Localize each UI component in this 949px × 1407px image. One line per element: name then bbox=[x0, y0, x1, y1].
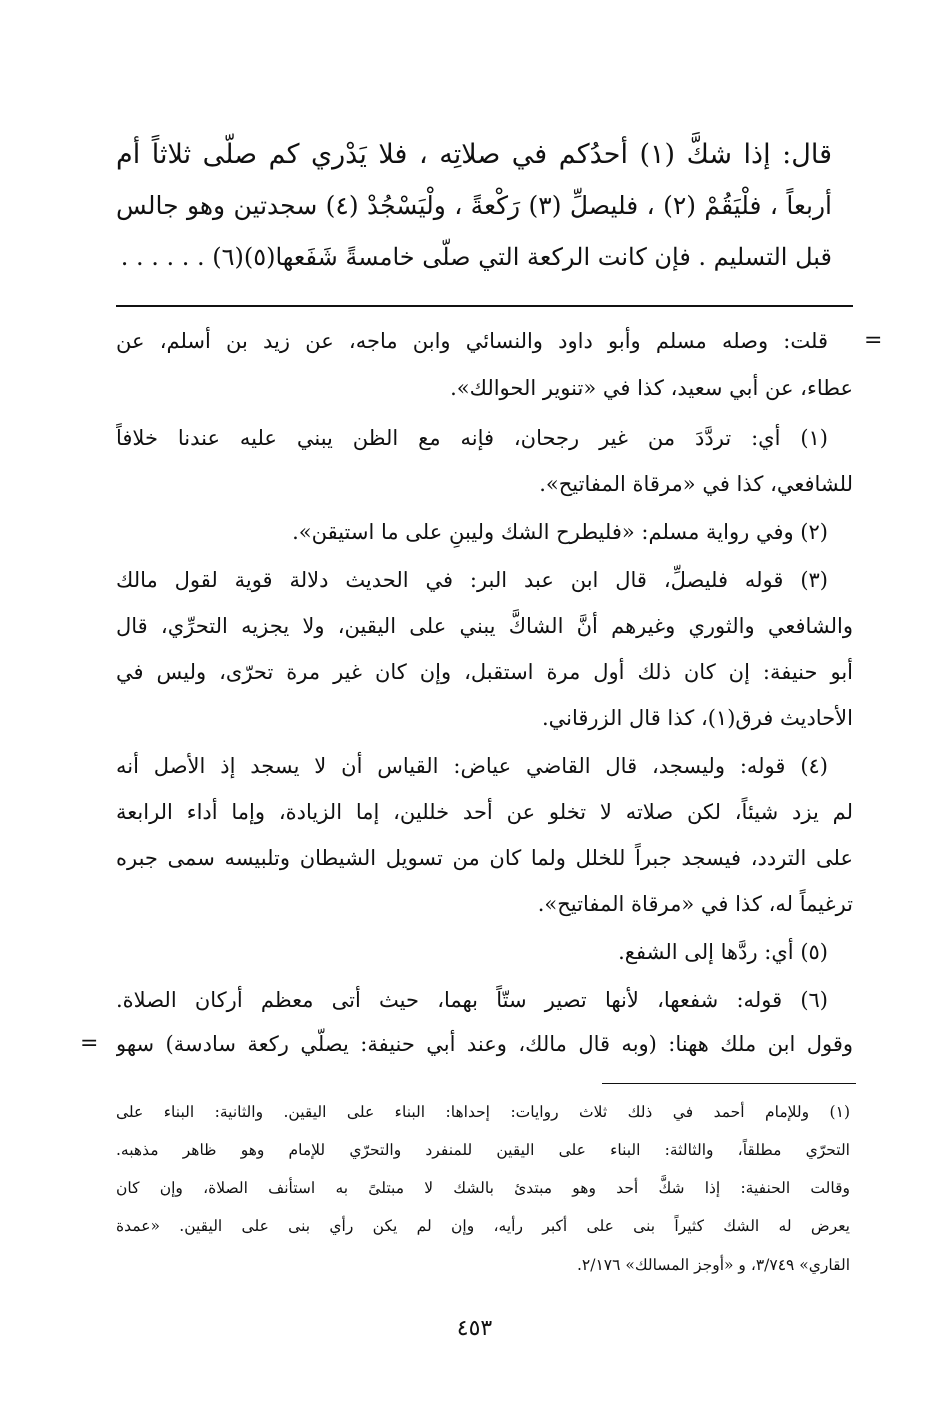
commentary-line: عطاء، عن أبي سعيد، كذا في «تنوير الحوالك». bbox=[450, 376, 853, 400]
continuation-mark-top: = bbox=[864, 328, 883, 353]
main-text-line: قبل التسليم . فإن كانت الركعة التي صلّى خامسةً شَفَعها(٥)(٦) . . . . . . bbox=[120, 243, 832, 271]
commentary-line: على التردد، فيسجد جبراً للخلل ولما كان من تسويل الشيطان وتلبيسه سمى جبره bbox=[116, 846, 853, 870]
commentary-line: والشافعي والثوري وغيرهم أنَّ الشاكَّ يبني على اليقين، ولا يجزيه التحرِّي، قال bbox=[116, 614, 853, 638]
commentary-line: الأحاديث فرق(١)، كذا قال الزرقاني. bbox=[541, 706, 853, 730]
commentary-line: (٥) أي: ردَّها إلى الشفع. bbox=[618, 940, 828, 964]
commentary-line: ترغيماً له، كذا في «مرقاة المفاتيح». bbox=[537, 892, 853, 916]
commentary-line: للشافعي، كذا في «مرقاة المفاتيح». bbox=[539, 472, 853, 496]
footnote-line: يعرض له الشك كثيراً بنى على أكبر رأيه، وإن لم يكن رأي بنى على اليقين. «عمدة bbox=[116, 1217, 850, 1235]
commentary-line: (٦) قوله: شفعها، لأنها تصير ستّاً بهما، حيث أتى معظم أركان الصلاة. bbox=[116, 988, 828, 1012]
commentary-line: (٣) قوله فليصلِّ، قال ابن عبد البر: في الحديث دلالة قوية لقول مالك bbox=[116, 568, 828, 592]
commentary-line: قلت: وصله مسلم وأبو داود والنسائي وابن ماجه، عن زيد بن أسلم، عن bbox=[116, 329, 828, 353]
commentary-line: وقول ابن ملك ههنا: (وبه قال مالك، وعند أبي حنيفة: يصلّي ركعة سادسة) سهو bbox=[116, 1032, 853, 1056]
footnote-line: القاري» ٣/٧٤٩، و «أوجز المسالك» ٢/١٧٦. bbox=[576, 1256, 850, 1274]
commentary-line: (٢) وفي رواية مسلم: «فليطرح الشك وليبنِ على ما استيقن». bbox=[292, 520, 828, 544]
separator-rule bbox=[116, 305, 853, 307]
footnote-line: التحرّي مطلقاً، والثالثة: البناء على اليقين للمنفرد والتحرّي للإمام وهو ظاهر مذهبه. bbox=[116, 1141, 850, 1159]
page-number: ٤٥٣ bbox=[456, 1316, 493, 1341]
continuation-mark-bottom: = bbox=[80, 1031, 99, 1056]
commentary-line: لم يزد شيئاً، لكن صلاته لا تخلو عن أحد خللين، إما الزيادة، وإما أداء الرابعة bbox=[116, 800, 853, 824]
commentary-line: (٤) قوله: وليسجد، قال القاضي عياض: القياس أن لا يسجد إذ الأصل أنه bbox=[116, 754, 828, 778]
commentary-line: (١) أي: تردَّدَ من غير رجحان، فإنه مع الظن يبني عليه عندنا خلافاً bbox=[116, 426, 828, 450]
footnote-rule bbox=[602, 1083, 856, 1084]
main-text-line: أربعاً ، فلْيَقُمْ (٢) ، فليصلِّ (٣) رَكْعةً ، ولْيَسْجُدْ (٤) سجدتين وهو جالس bbox=[116, 191, 832, 220]
footnote-line: (١) وللإمام أحمد في ذلك ثلاث روايات: إحداها: البناء على اليقين. والثانية: البناء على bbox=[116, 1103, 850, 1121]
footnote-line: وقالت الحنفية: إذا شكَّ أحد وهو مبتدئ بالشك لا مبتلىً به استأنف الصلاة، وإن كان bbox=[116, 1179, 850, 1197]
commentary-line: أبو حنيفة: إن كان ذلك أول مرة استقبل، وإن كان غير مرة تحرّى، وليس في bbox=[116, 660, 853, 684]
main-text-line: قال: إذا شكَّ (١) أحدُكم في صلاتِه ، فلا يَدْري كم صلّى ثلاثاً أم bbox=[116, 139, 832, 170]
